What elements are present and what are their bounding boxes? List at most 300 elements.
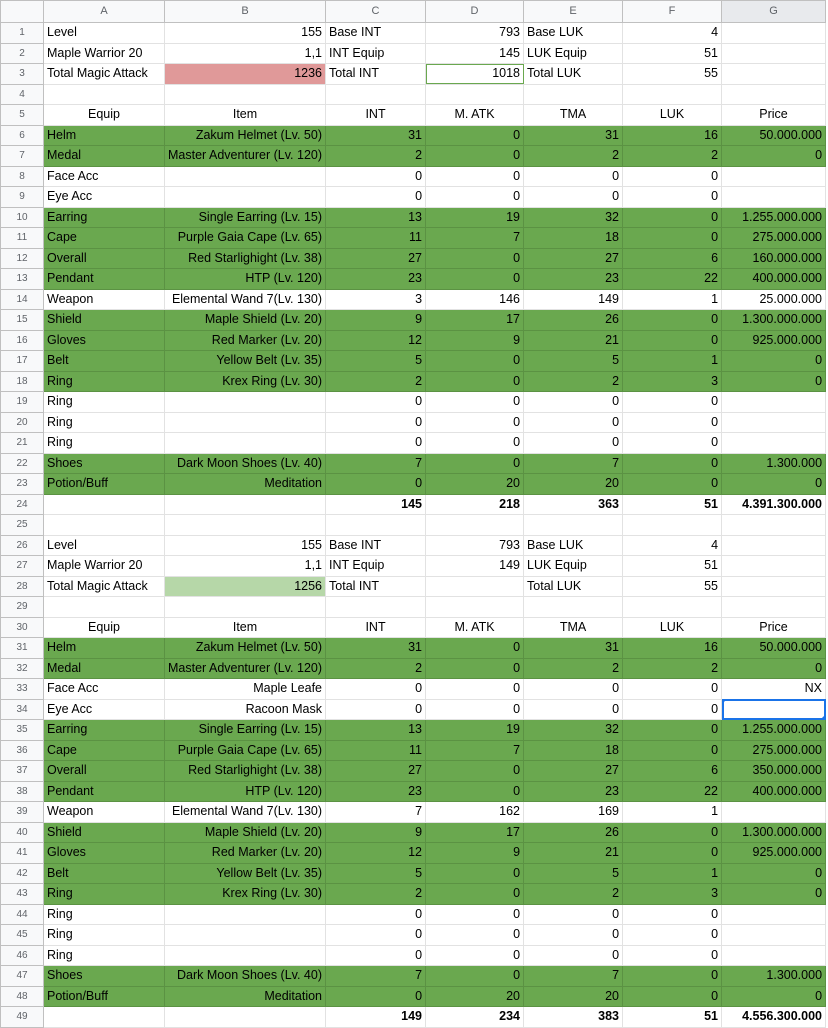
cell-g24[interactable]: 4.391.300.000 — [722, 494, 826, 515]
cell-f24[interactable]: 51 — [623, 494, 722, 515]
cell-b32[interactable]: Master Adventurer (Lv. 120) — [165, 658, 326, 679]
cell-g44[interactable] — [722, 904, 826, 925]
cell-b10[interactable]: Single Earring (Lv. 15) — [165, 207, 326, 228]
cell-d27[interactable]: 149 — [426, 556, 524, 577]
cell-e45[interactable]: 0 — [524, 925, 623, 946]
cell-d29[interactable] — [426, 597, 524, 618]
cell-a6[interactable]: Helm — [44, 125, 165, 146]
cell-a39[interactable]: Weapon — [44, 802, 165, 823]
cell-e15[interactable]: 26 — [524, 310, 623, 331]
row-header[interactable]: 45 — [1, 925, 44, 946]
cell-c25[interactable] — [326, 515, 426, 536]
cell-c4[interactable] — [326, 84, 426, 105]
cell-a13[interactable]: Pendant — [44, 269, 165, 290]
column-header-b[interactable]: B — [165, 1, 326, 23]
cell-g26[interactable] — [722, 535, 826, 556]
cell-c18[interactable]: 2 — [326, 371, 426, 392]
cell-g8[interactable] — [722, 166, 826, 187]
cell-d42[interactable]: 0 — [426, 863, 524, 884]
cell-a32[interactable]: Medal — [44, 658, 165, 679]
cell-g16[interactable]: 925.000.000 — [722, 330, 826, 351]
cell-c19[interactable]: 0 — [326, 392, 426, 413]
cell-f15[interactable]: 0 — [623, 310, 722, 331]
cell-a12[interactable]: Overall — [44, 248, 165, 269]
cell-a9[interactable]: Eye Acc — [44, 187, 165, 208]
row-header[interactable]: 40 — [1, 822, 44, 843]
cell-c23[interactable]: 0 — [326, 474, 426, 495]
cell-f33[interactable]: 0 — [623, 679, 722, 700]
cell-d14[interactable]: 146 — [426, 289, 524, 310]
row-header[interactable]: 43 — [1, 884, 44, 905]
cell-d23[interactable]: 20 — [426, 474, 524, 495]
cell-d31[interactable]: 0 — [426, 638, 524, 659]
row-header[interactable]: 35 — [1, 720, 44, 741]
row-header[interactable]: 49 — [1, 1007, 44, 1028]
cell-a5[interactable]: Equip — [44, 105, 165, 126]
cell-a26[interactable]: Level — [44, 535, 165, 556]
cell-c22[interactable]: 7 — [326, 453, 426, 474]
cell-f30[interactable]: LUK — [623, 617, 722, 638]
cell-e9[interactable]: 0 — [524, 187, 623, 208]
cell-f7[interactable]: 2 — [623, 146, 722, 167]
cell-a14[interactable]: Weapon — [44, 289, 165, 310]
cell-g40[interactable]: 1.300.000.000 — [722, 822, 826, 843]
cell-g47[interactable]: 1.300.000 — [722, 966, 826, 987]
cell-d5[interactable]: M. ATK — [426, 105, 524, 126]
cell-c11[interactable]: 11 — [326, 228, 426, 249]
cell-g46[interactable] — [722, 945, 826, 966]
row-header[interactable]: 26 — [1, 535, 44, 556]
cell-b43[interactable]: Krex Ring (Lv. 30) — [165, 884, 326, 905]
cell-d45[interactable]: 0 — [426, 925, 524, 946]
cell-b18[interactable]: Krex Ring (Lv. 30) — [165, 371, 326, 392]
cell-e4[interactable] — [524, 84, 623, 105]
cell-g35[interactable]: 1.255.000.000 — [722, 720, 826, 741]
cell-d32[interactable]: 0 — [426, 658, 524, 679]
cell-e1[interactable]: Base LUK — [524, 23, 623, 44]
cell-b28[interactable]: 1256 — [165, 576, 326, 597]
cell-b25[interactable] — [165, 515, 326, 536]
cell-b20[interactable] — [165, 412, 326, 433]
cell-d19[interactable]: 0 — [426, 392, 524, 413]
cell-g11[interactable]: 275.000.000 — [722, 228, 826, 249]
cell-e23[interactable]: 20 — [524, 474, 623, 495]
cell-e40[interactable]: 26 — [524, 822, 623, 843]
cell-c43[interactable]: 2 — [326, 884, 426, 905]
row-header[interactable]: 33 — [1, 679, 44, 700]
cell-d2[interactable]: 145 — [426, 43, 524, 64]
cell-f6[interactable]: 16 — [623, 125, 722, 146]
cell-b39[interactable]: Elemental Wand 7(Lv. 130) — [165, 802, 326, 823]
column-header-g[interactable]: G — [722, 1, 826, 23]
cell-g6[interactable]: 50.000.000 — [722, 125, 826, 146]
cell-f27[interactable]: 51 — [623, 556, 722, 577]
cell-c1[interactable]: Base INT — [326, 23, 426, 44]
cell-a45[interactable]: Ring — [44, 925, 165, 946]
cell-b49[interactable] — [165, 1007, 326, 1028]
row-header[interactable]: 17 — [1, 351, 44, 372]
cell-d25[interactable] — [426, 515, 524, 536]
cell-e46[interactable]: 0 — [524, 945, 623, 966]
cell-f41[interactable]: 0 — [623, 843, 722, 864]
cell-c36[interactable]: 11 — [326, 740, 426, 761]
cell-g21[interactable] — [722, 433, 826, 454]
cell-b5[interactable]: Item — [165, 105, 326, 126]
cell-b46[interactable] — [165, 945, 326, 966]
cell-f11[interactable]: 0 — [623, 228, 722, 249]
cell-a40[interactable]: Shield — [44, 822, 165, 843]
cell-g9[interactable] — [722, 187, 826, 208]
cell-f47[interactable]: 0 — [623, 966, 722, 987]
cell-c41[interactable]: 12 — [326, 843, 426, 864]
cell-e17[interactable]: 5 — [524, 351, 623, 372]
cell-c49[interactable]: 149 — [326, 1007, 426, 1028]
cell-e24[interactable]: 363 — [524, 494, 623, 515]
cell-f46[interactable]: 0 — [623, 945, 722, 966]
cell-f18[interactable]: 3 — [623, 371, 722, 392]
row-header[interactable]: 30 — [1, 617, 44, 638]
cell-a18[interactable]: Ring — [44, 371, 165, 392]
cell-c40[interactable]: 9 — [326, 822, 426, 843]
cell-g37[interactable]: 350.000.000 — [722, 761, 826, 782]
cell-a4[interactable] — [44, 84, 165, 105]
cell-e2[interactable]: LUK Equip — [524, 43, 623, 64]
cell-f44[interactable]: 0 — [623, 904, 722, 925]
cell-b15[interactable]: Maple Shield (Lv. 20) — [165, 310, 326, 331]
cell-g15[interactable]: 1.300.000.000 — [722, 310, 826, 331]
cell-a48[interactable]: Potion/Buff — [44, 986, 165, 1007]
cell-f35[interactable]: 0 — [623, 720, 722, 741]
select-all-corner[interactable] — [1, 1, 44, 23]
cell-c44[interactable]: 0 — [326, 904, 426, 925]
cell-g30[interactable]: Price — [722, 617, 826, 638]
cell-a43[interactable]: Ring — [44, 884, 165, 905]
row-header[interactable]: 48 — [1, 986, 44, 1007]
cell-c47[interactable]: 7 — [326, 966, 426, 987]
cell-a42[interactable]: Belt — [44, 863, 165, 884]
cell-f43[interactable]: 3 — [623, 884, 722, 905]
cell-b2[interactable]: 1,1 — [165, 43, 326, 64]
cell-d40[interactable]: 17 — [426, 822, 524, 843]
cell-a10[interactable]: Earring — [44, 207, 165, 228]
cell-g45[interactable] — [722, 925, 826, 946]
cell-e28[interactable]: Total LUK — [524, 576, 623, 597]
cell-f25[interactable] — [623, 515, 722, 536]
cell-e6[interactable]: 31 — [524, 125, 623, 146]
cell-c30[interactable]: INT — [326, 617, 426, 638]
row-header[interactable]: 27 — [1, 556, 44, 577]
row-header[interactable]: 31 — [1, 638, 44, 659]
cell-g12[interactable]: 160.000.000 — [722, 248, 826, 269]
cell-g20[interactable] — [722, 412, 826, 433]
cell-e29[interactable] — [524, 597, 623, 618]
cell-e25[interactable] — [524, 515, 623, 536]
cell-e33[interactable]: 0 — [524, 679, 623, 700]
cell-g17[interactable]: 0 — [722, 351, 826, 372]
row-header[interactable]: 47 — [1, 966, 44, 987]
cell-f4[interactable] — [623, 84, 722, 105]
cell-c37[interactable]: 27 — [326, 761, 426, 782]
cell-g43[interactable]: 0 — [722, 884, 826, 905]
cell-c20[interactable]: 0 — [326, 412, 426, 433]
cell-a16[interactable]: Gloves — [44, 330, 165, 351]
cell-f28[interactable]: 55 — [623, 576, 722, 597]
cell-e38[interactable]: 23 — [524, 781, 623, 802]
cell-c32[interactable]: 2 — [326, 658, 426, 679]
cell-c10[interactable]: 13 — [326, 207, 426, 228]
cell-e26[interactable]: Base LUK — [524, 535, 623, 556]
cell-a49[interactable] — [44, 1007, 165, 1028]
cell-e18[interactable]: 2 — [524, 371, 623, 392]
cell-b12[interactable]: Red Starlighight (Lv. 38) — [165, 248, 326, 269]
cell-d8[interactable]: 0 — [426, 166, 524, 187]
cell-a22[interactable]: Shoes — [44, 453, 165, 474]
row-header[interactable]: 46 — [1, 945, 44, 966]
row-header[interactable]: 7 — [1, 146, 44, 167]
cell-b47[interactable]: Dark Moon Shoes (Lv. 40) — [165, 966, 326, 987]
cell-b34[interactable]: Racoon Mask — [165, 699, 326, 720]
row-header[interactable]: 6 — [1, 125, 44, 146]
column-header-e[interactable]: E — [524, 1, 623, 23]
cell-d3[interactable]: 1018 — [426, 64, 524, 85]
cell-a31[interactable]: Helm — [44, 638, 165, 659]
cell-a25[interactable] — [44, 515, 165, 536]
cell-d30[interactable]: M. ATK — [426, 617, 524, 638]
cell-b17[interactable]: Yellow Belt (Lv. 35) — [165, 351, 326, 372]
cell-f12[interactable]: 6 — [623, 248, 722, 269]
cell-f13[interactable]: 22 — [623, 269, 722, 290]
cell-f48[interactable]: 0 — [623, 986, 722, 1007]
cell-e16[interactable]: 21 — [524, 330, 623, 351]
cell-a29[interactable] — [44, 597, 165, 618]
cell-b29[interactable] — [165, 597, 326, 618]
cell-e20[interactable]: 0 — [524, 412, 623, 433]
column-header-a[interactable]: A — [44, 1, 165, 23]
cell-a17[interactable]: Belt — [44, 351, 165, 372]
cell-d6[interactable]: 0 — [426, 125, 524, 146]
cell-f5[interactable]: LUK — [623, 105, 722, 126]
cell-e7[interactable]: 2 — [524, 146, 623, 167]
row-header[interactable]: 15 — [1, 310, 44, 331]
cell-d17[interactable]: 0 — [426, 351, 524, 372]
cell-e11[interactable]: 18 — [524, 228, 623, 249]
cell-b33[interactable]: Maple Leafe — [165, 679, 326, 700]
cell-b13[interactable]: HTP (Lv. 120) — [165, 269, 326, 290]
cell-f1[interactable]: 4 — [623, 23, 722, 44]
cell-g14[interactable]: 25.000.000 — [722, 289, 826, 310]
cell-g42[interactable]: 0 — [722, 863, 826, 884]
cell-e36[interactable]: 18 — [524, 740, 623, 761]
cell-b19[interactable] — [165, 392, 326, 413]
cell-c42[interactable]: 5 — [326, 863, 426, 884]
cell-g3[interactable] — [722, 64, 826, 85]
cell-c6[interactable]: 31 — [326, 125, 426, 146]
row-header[interactable]: 37 — [1, 761, 44, 782]
cell-f26[interactable]: 4 — [623, 535, 722, 556]
cell-a3[interactable]: Total Magic Attack — [44, 64, 165, 85]
row-header[interactable]: 41 — [1, 843, 44, 864]
cell-e43[interactable]: 2 — [524, 884, 623, 905]
cell-b48[interactable]: Meditation — [165, 986, 326, 1007]
cell-d11[interactable]: 7 — [426, 228, 524, 249]
cell-d9[interactable]: 0 — [426, 187, 524, 208]
row-header[interactable]: 10 — [1, 207, 44, 228]
cell-a34[interactable]: Eye Acc — [44, 699, 165, 720]
cell-g23[interactable]: 0 — [722, 474, 826, 495]
column-header-c[interactable]: C — [326, 1, 426, 23]
cell-g2[interactable] — [722, 43, 826, 64]
cell-a24[interactable] — [44, 494, 165, 515]
cell-b14[interactable]: Elemental Wand 7(Lv. 130) — [165, 289, 326, 310]
cell-c46[interactable]: 0 — [326, 945, 426, 966]
cell-b7[interactable]: Master Adventurer (Lv. 120) — [165, 146, 326, 167]
cell-b23[interactable]: Meditation — [165, 474, 326, 495]
selection-handle-top-left[interactable] — [722, 699, 726, 703]
cell-e31[interactable]: 31 — [524, 638, 623, 659]
cell-g28[interactable] — [722, 576, 826, 597]
cell-f49[interactable]: 51 — [623, 1007, 722, 1028]
cell-g29[interactable] — [722, 597, 826, 618]
cell-b26[interactable]: 155 — [165, 535, 326, 556]
cell-d4[interactable] — [426, 84, 524, 105]
cell-g36[interactable]: 275.000.000 — [722, 740, 826, 761]
cell-a46[interactable]: Ring — [44, 945, 165, 966]
cell-c48[interactable]: 0 — [326, 986, 426, 1007]
row-header[interactable]: 39 — [1, 802, 44, 823]
cell-g33[interactable]: NX — [722, 679, 826, 700]
cell-e34[interactable]: 0 — [524, 699, 623, 720]
cell-c27[interactable]: INT Equip — [326, 556, 426, 577]
cell-e19[interactable]: 0 — [524, 392, 623, 413]
cell-f16[interactable]: 0 — [623, 330, 722, 351]
cell-g49[interactable]: 4.556.300.000 — [722, 1007, 826, 1028]
cell-a2[interactable]: Maple Warrior 20 — [44, 43, 165, 64]
cell-d12[interactable]: 0 — [426, 248, 524, 269]
cell-g10[interactable]: 1.255.000.000 — [722, 207, 826, 228]
cell-f40[interactable]: 0 — [623, 822, 722, 843]
cell-e49[interactable]: 383 — [524, 1007, 623, 1028]
cell-c5[interactable]: INT — [326, 105, 426, 126]
cell-d16[interactable]: 9 — [426, 330, 524, 351]
row-header[interactable]: 36 — [1, 740, 44, 761]
cell-b1[interactable]: 155 — [165, 23, 326, 44]
cell-g41[interactable]: 925.000.000 — [722, 843, 826, 864]
cell-e41[interactable]: 21 — [524, 843, 623, 864]
row-header[interactable]: 25 — [1, 515, 44, 536]
cell-b16[interactable]: Red Marker (Lv. 20) — [165, 330, 326, 351]
cell-g48[interactable]: 0 — [722, 986, 826, 1007]
cell-e42[interactable]: 5 — [524, 863, 623, 884]
cell-a1[interactable]: Level — [44, 23, 165, 44]
cell-e44[interactable]: 0 — [524, 904, 623, 925]
cell-b31[interactable]: Zakum Helmet (Lv. 50) — [165, 638, 326, 659]
selection-handle-bottom-right[interactable] — [822, 716, 826, 720]
cell-b30[interactable]: Item — [165, 617, 326, 638]
cell-a36[interactable]: Cape — [44, 740, 165, 761]
cell-c33[interactable]: 0 — [326, 679, 426, 700]
cell-f20[interactable]: 0 — [623, 412, 722, 433]
cell-g31[interactable]: 50.000.000 — [722, 638, 826, 659]
cell-f8[interactable]: 0 — [623, 166, 722, 187]
row-header[interactable]: 8 — [1, 166, 44, 187]
cell-d18[interactable]: 0 — [426, 371, 524, 392]
cell-d20[interactable]: 0 — [426, 412, 524, 433]
cell-e13[interactable]: 23 — [524, 269, 623, 290]
cell-e3[interactable]: Total LUK — [524, 64, 623, 85]
cell-f2[interactable]: 51 — [623, 43, 722, 64]
cell-g39[interactable] — [722, 802, 826, 823]
cell-e10[interactable]: 32 — [524, 207, 623, 228]
row-header[interactable]: 23 — [1, 474, 44, 495]
cell-b22[interactable]: Dark Moon Shoes (Lv. 40) — [165, 453, 326, 474]
row-header[interactable]: 28 — [1, 576, 44, 597]
cell-e48[interactable]: 20 — [524, 986, 623, 1007]
cell-c12[interactable]: 27 — [326, 248, 426, 269]
cell-d36[interactable]: 7 — [426, 740, 524, 761]
cell-c9[interactable]: 0 — [326, 187, 426, 208]
cell-d47[interactable]: 0 — [426, 966, 524, 987]
cell-f3[interactable]: 55 — [623, 64, 722, 85]
cell-c17[interactable]: 5 — [326, 351, 426, 372]
row-header[interactable]: 4 — [1, 84, 44, 105]
cell-f37[interactable]: 6 — [623, 761, 722, 782]
cell-d21[interactable]: 0 — [426, 433, 524, 454]
cell-f36[interactable]: 0 — [623, 740, 722, 761]
cell-d28[interactable] — [426, 576, 524, 597]
cell-e37[interactable]: 27 — [524, 761, 623, 782]
cell-a15[interactable]: Shield — [44, 310, 165, 331]
cell-b36[interactable]: Purple Gaia Cape (Lv. 65) — [165, 740, 326, 761]
row-header[interactable]: 13 — [1, 269, 44, 290]
cell-d1[interactable]: 793 — [426, 23, 524, 44]
cell-f17[interactable]: 1 — [623, 351, 722, 372]
cell-f45[interactable]: 0 — [623, 925, 722, 946]
cell-d35[interactable]: 19 — [426, 720, 524, 741]
cell-d22[interactable]: 0 — [426, 453, 524, 474]
cell-f29[interactable] — [623, 597, 722, 618]
cell-c45[interactable]: 0 — [326, 925, 426, 946]
cell-f39[interactable]: 1 — [623, 802, 722, 823]
row-header[interactable]: 44 — [1, 904, 44, 925]
row-header[interactable]: 1 — [1, 23, 44, 44]
cell-c35[interactable]: 13 — [326, 720, 426, 741]
cell-d33[interactable]: 0 — [426, 679, 524, 700]
cell-a41[interactable]: Gloves — [44, 843, 165, 864]
cell-c31[interactable]: 31 — [326, 638, 426, 659]
cell-d41[interactable]: 9 — [426, 843, 524, 864]
column-header-f[interactable]: F — [623, 1, 722, 23]
cell-e27[interactable]: LUK Equip — [524, 556, 623, 577]
row-header[interactable]: 18 — [1, 371, 44, 392]
cell-c16[interactable]: 12 — [326, 330, 426, 351]
cell-b44[interactable] — [165, 904, 326, 925]
cell-g32[interactable]: 0 — [722, 658, 826, 679]
cell-d38[interactable]: 0 — [426, 781, 524, 802]
cell-a8[interactable]: Face Acc — [44, 166, 165, 187]
cell-d15[interactable]: 17 — [426, 310, 524, 331]
cell-g27[interactable] — [722, 556, 826, 577]
cell-d13[interactable]: 0 — [426, 269, 524, 290]
cell-b8[interactable] — [165, 166, 326, 187]
row-header[interactable]: 20 — [1, 412, 44, 433]
cell-f32[interactable]: 2 — [623, 658, 722, 679]
cell-e47[interactable]: 7 — [524, 966, 623, 987]
row-header[interactable]: 42 — [1, 863, 44, 884]
cell-e8[interactable]: 0 — [524, 166, 623, 187]
row-header[interactable]: 11 — [1, 228, 44, 249]
row-header[interactable]: 14 — [1, 289, 44, 310]
cell-f10[interactable]: 0 — [623, 207, 722, 228]
